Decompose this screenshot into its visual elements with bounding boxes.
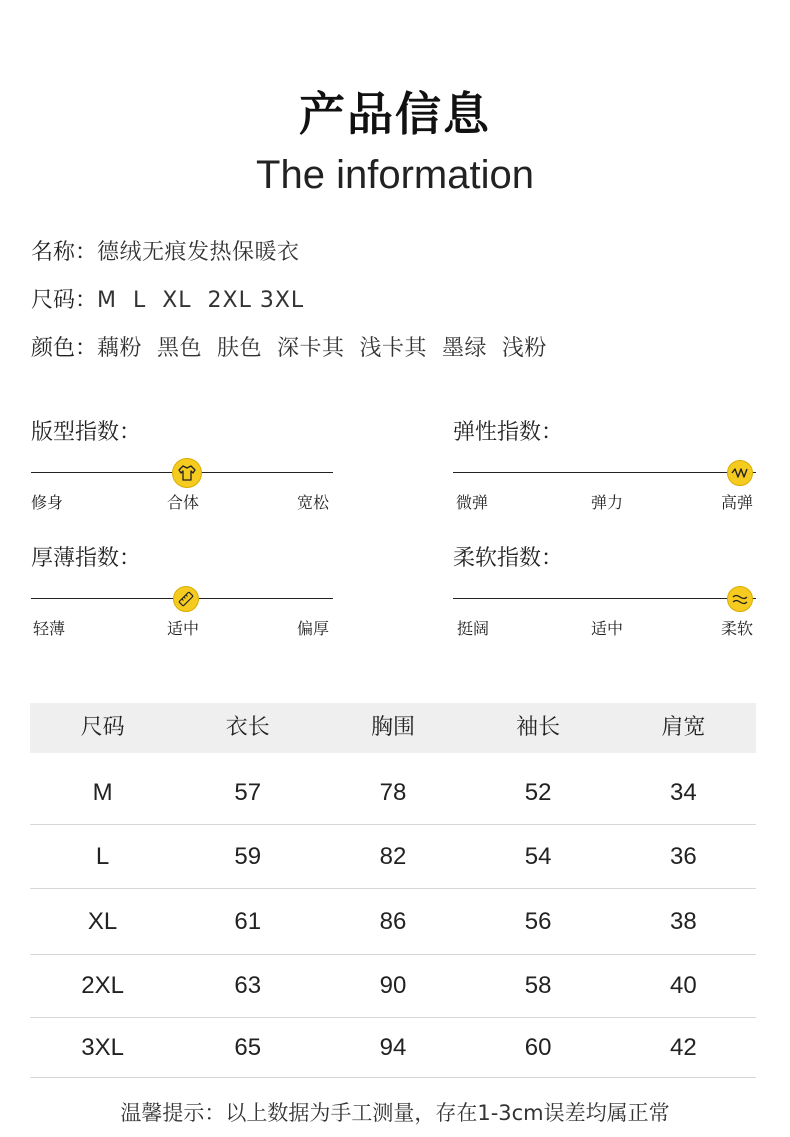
cell-sleeve: 58 bbox=[524, 972, 552, 999]
info-name-value: 德绒无痕发热保暖衣 bbox=[97, 240, 300, 265]
thickness-label-thin: 轻薄 bbox=[33, 619, 66, 638]
thickness-index-title: 厚薄指数： bbox=[31, 546, 142, 571]
elasticity-label-mid: 弹力 bbox=[591, 493, 624, 512]
cell-chest: 94 bbox=[379, 1033, 407, 1061]
softness-index-line bbox=[453, 598, 756, 599]
cell-size: M bbox=[92, 778, 113, 806]
cell-shoulder: 40 bbox=[669, 972, 697, 999]
table-row bbox=[30, 889, 756, 955]
cell-chest: 78 bbox=[379, 778, 407, 806]
cell-size: XL bbox=[87, 907, 118, 935]
fit-label-regular: 合体 bbox=[167, 493, 200, 512]
cell-length: 65 bbox=[234, 1033, 262, 1061]
measurement-note: 温馨提示：以上数据为手工测量，存在1-3cm误差均属正常 bbox=[120, 1101, 670, 1125]
cell-length: 63 bbox=[234, 972, 262, 999]
info-color-value: 藕粉 黑色 肤色 深卡其 浅卡其 墨绿 浅粉 bbox=[97, 336, 547, 361]
elasticity-label-low: 微弹 bbox=[456, 493, 489, 512]
softness-label-crisp: 挺阔 bbox=[457, 619, 490, 638]
elasticity-index-title: 弹性指数： bbox=[453, 420, 564, 445]
info-size-row bbox=[31, 285, 304, 317]
header-shoulder: 肩宽 bbox=[661, 715, 706, 740]
cell-sleeve: 54 bbox=[524, 842, 552, 870]
table-row bbox=[30, 955, 756, 1018]
info-size-label: 尺码： bbox=[31, 288, 98, 313]
cell-chest: 86 bbox=[379, 907, 407, 935]
info-color-label: 颜色： bbox=[31, 336, 98, 361]
cell-length: 61 bbox=[234, 907, 262, 935]
cell-sleeve: 52 bbox=[524, 778, 552, 806]
cell-shoulder: 36 bbox=[669, 842, 697, 870]
info-size-value: M L XL 2XL 3XL bbox=[97, 288, 305, 313]
cell-shoulder: 42 bbox=[669, 1033, 697, 1061]
elasticity-label-high: 高弹 bbox=[721, 493, 754, 512]
cell-sleeve: 60 bbox=[524, 1033, 552, 1061]
cell-size: 3XL bbox=[81, 1033, 124, 1061]
cell-chest: 82 bbox=[379, 842, 407, 870]
softness-index bbox=[453, 544, 763, 654]
fit-label-loose: 宽松 bbox=[297, 493, 330, 512]
header-sleeve: 袖长 bbox=[516, 715, 561, 740]
header-size: 尺码 bbox=[80, 715, 125, 740]
sweater-icon bbox=[172, 458, 202, 488]
info-name-row bbox=[31, 237, 300, 269]
cell-length: 57 bbox=[234, 778, 262, 806]
cell-shoulder: 34 bbox=[669, 778, 697, 806]
table-row bbox=[30, 825, 756, 889]
cell-size: 2XL bbox=[81, 972, 124, 999]
table-row bbox=[30, 1018, 756, 1078]
page-subtitle: The information bbox=[256, 153, 534, 197]
cell-length: 59 bbox=[234, 842, 262, 870]
page-title: 产品信息 bbox=[299, 87, 491, 141]
header-chest: 胸围 bbox=[370, 715, 415, 740]
info-color-row bbox=[31, 333, 547, 365]
softness-label-mid: 适中 bbox=[591, 619, 624, 638]
cell-size: L bbox=[95, 842, 110, 870]
thickness-index bbox=[31, 544, 341, 654]
stretch-icon bbox=[727, 460, 753, 486]
thickness-label-mid: 适中 bbox=[167, 619, 200, 638]
table-row bbox=[30, 761, 756, 825]
softness-index-title: 柔软指数： bbox=[453, 546, 564, 571]
cell-shoulder: 38 bbox=[669, 907, 697, 935]
fit-index-title: 版型指数： bbox=[31, 420, 142, 445]
elasticity-index-line bbox=[453, 472, 756, 473]
size-table-header bbox=[30, 703, 756, 753]
fit-index bbox=[31, 418, 341, 528]
cell-chest: 90 bbox=[379, 972, 407, 999]
info-name-label: 名称： bbox=[31, 240, 98, 265]
cell-sleeve: 56 bbox=[524, 907, 552, 935]
header-length: 衣长 bbox=[225, 715, 270, 740]
softness-label-soft: 柔软 bbox=[721, 619, 754, 638]
ruler-icon bbox=[173, 586, 199, 612]
fit-label-slim: 修身 bbox=[31, 493, 64, 512]
elasticity-index bbox=[453, 418, 763, 528]
soft-wave-icon bbox=[727, 586, 753, 612]
thickness-label-thick: 偏厚 bbox=[297, 619, 330, 638]
